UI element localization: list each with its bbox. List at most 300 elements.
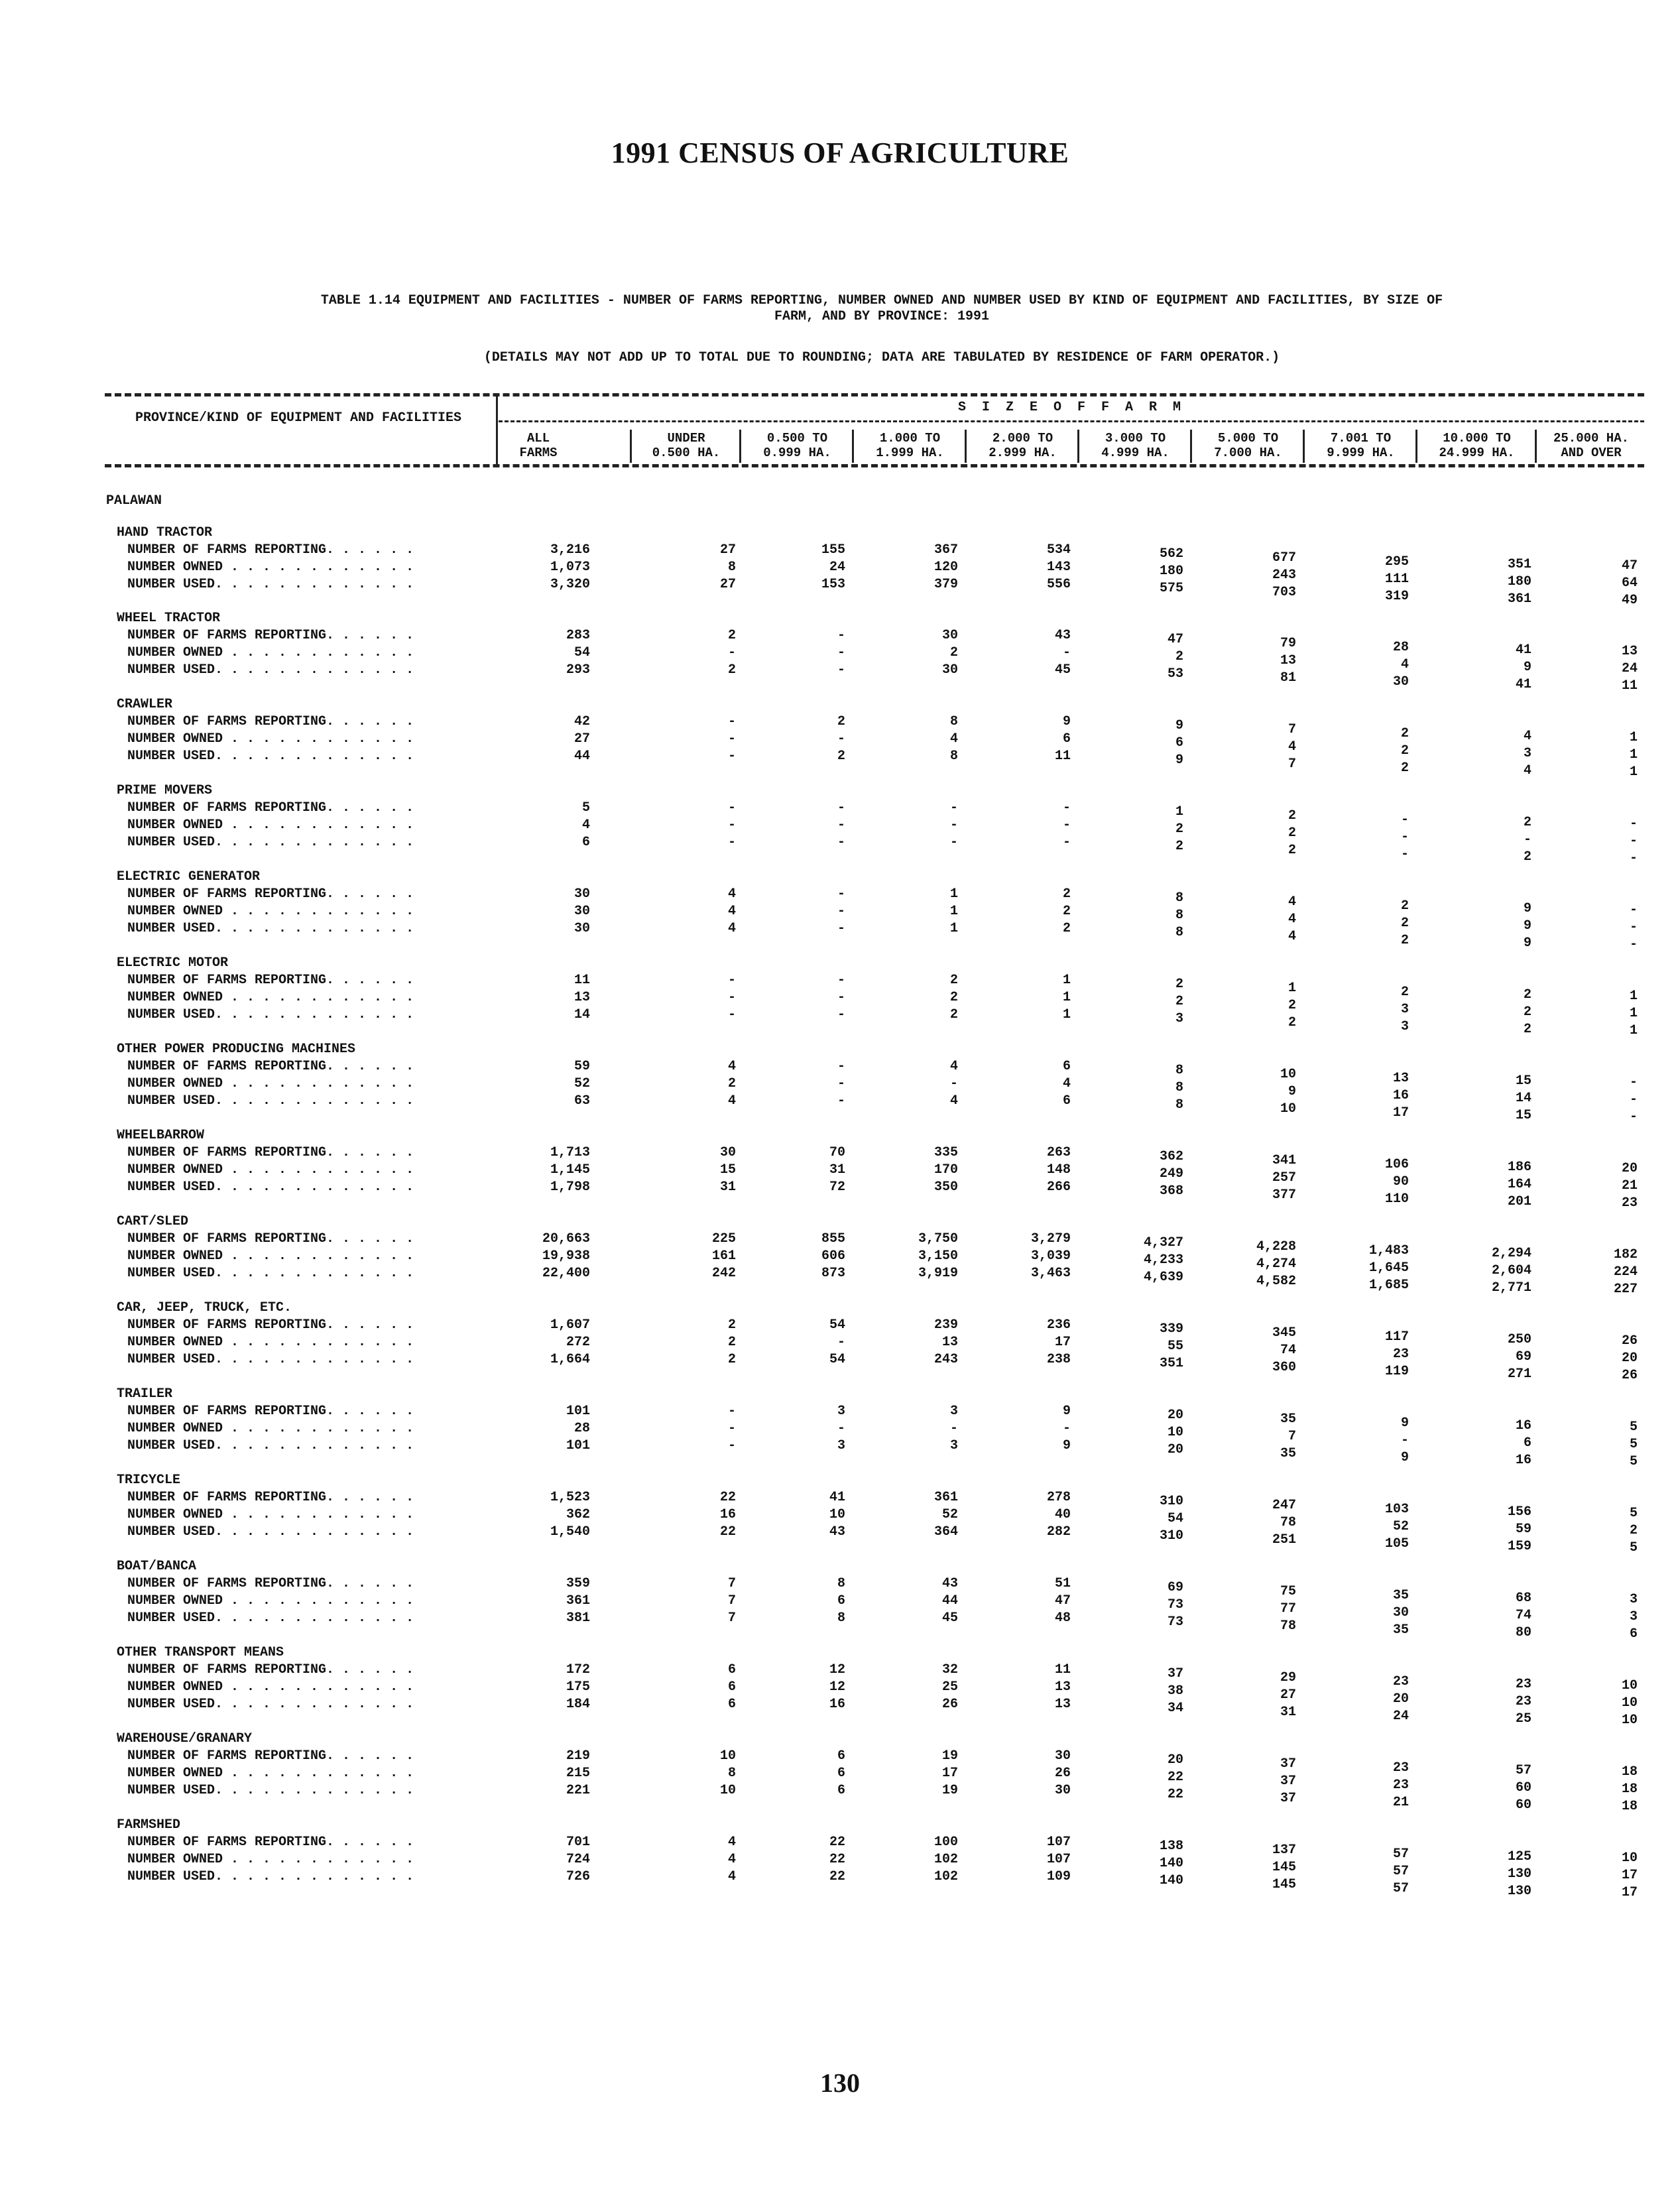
table-cell: 3: [1523, 746, 1531, 761]
table-cell: 219: [566, 1748, 590, 1764]
table-cell: 8: [949, 714, 958, 729]
row-label: NUMBER OF FARMS REPORTING. . . . . .: [127, 1662, 414, 1677]
table-cell: 140: [1159, 1873, 1183, 1888]
table-cell: 37: [1280, 1756, 1296, 1772]
table-cell: 3: [1175, 1011, 1183, 1026]
table-cell: 22,400: [542, 1266, 590, 1281]
table-cell: 11: [573, 973, 590, 988]
table-cell: 1: [1629, 747, 1638, 762]
table-cell: 102: [933, 1869, 958, 1884]
table-cell: 28: [573, 1421, 590, 1436]
table-cell: 57: [1392, 1847, 1409, 1862]
column-header-line: 7.000 HA.: [1214, 446, 1282, 460]
table-cell: 13: [1392, 1071, 1409, 1086]
category-label: CAR, JEEP, TRUCK, ETC.: [117, 1300, 292, 1315]
table-cell: 6: [581, 835, 590, 850]
table-cell: 8: [727, 560, 736, 575]
table-cell: 25: [1515, 1711, 1531, 1727]
table-cell: 310: [1159, 1494, 1183, 1509]
table-cell: 2: [1523, 1022, 1531, 1037]
table-cell: 1: [1062, 973, 1071, 988]
table-cell: 30: [1054, 1748, 1071, 1764]
table-cell: 677: [1272, 550, 1296, 566]
table-cell: 3,039: [1030, 1248, 1071, 1264]
table-cell: 20: [1392, 1691, 1409, 1707]
table-cell: 10: [1280, 1101, 1296, 1117]
table-cell: 368: [1159, 1184, 1183, 1199]
table-header-bottom-rule: [105, 464, 1644, 467]
table-cell: 21: [1392, 1795, 1409, 1810]
table-cell: 4,274: [1256, 1256, 1296, 1272]
table-cell: -: [837, 818, 845, 833]
column-header-line: 9.999 HA.: [1327, 446, 1395, 460]
table-cell: 2: [949, 1007, 958, 1022]
table-cell: 10: [1621, 1851, 1638, 1866]
table-cell: 2: [1062, 904, 1071, 919]
table-cell: 22: [829, 1869, 845, 1884]
row-label: NUMBER USED. . . . . . . . . . . . .: [127, 749, 414, 764]
table-cell: 4: [727, 921, 736, 936]
column-header-7: [1306, 431, 1415, 460]
table-cell: 23: [1515, 1694, 1531, 1709]
row-label: NUMBER OF FARMS REPORTING. . . . . .: [127, 542, 414, 558]
row-label: NUMBER OWNED . . . . . . . . . . . .: [127, 1248, 414, 1264]
table-cell: 148: [1046, 1162, 1071, 1178]
table-cell: 19,938: [542, 1248, 590, 1264]
table-cell: 2: [727, 628, 736, 643]
table-cell: 120: [933, 560, 958, 575]
table-cell: -: [727, 800, 736, 816]
table-cell: 2: [1523, 849, 1531, 865]
column-header-1: [633, 431, 739, 460]
table-cell: 6: [837, 1766, 845, 1781]
table-cell: 30: [941, 628, 958, 643]
table-cell: -: [1629, 833, 1638, 849]
table-cell: 724: [566, 1852, 590, 1867]
table-cell: 2,294: [1491, 1246, 1531, 1261]
table-cell: 27: [573, 731, 590, 747]
table-cell: 345: [1272, 1325, 1296, 1341]
category-label: WAREHOUSE/GRANARY: [117, 1731, 253, 1746]
table-cell: 367: [933, 542, 958, 558]
table-cell: -: [949, 818, 958, 833]
table-cell: 54: [573, 645, 590, 660]
table-cell: 1,664: [550, 1352, 590, 1367]
table-cell: -: [1062, 800, 1071, 816]
table-cell: 105: [1384, 1536, 1409, 1551]
table-cell: 1: [1288, 981, 1296, 996]
table-cell: 11: [1054, 1662, 1071, 1677]
table-cell: 4,327: [1143, 1235, 1183, 1250]
table-cell: 278: [1046, 1490, 1071, 1505]
row-label: NUMBER OF FARMS REPORTING. . . . . .: [127, 714, 414, 729]
table-cell: 1: [949, 921, 958, 936]
table-cell: 2: [1400, 916, 1409, 931]
table-cell: 2: [1629, 1523, 1638, 1538]
table-cell: 1,645: [1368, 1260, 1409, 1276]
table-cell: 726: [566, 1869, 590, 1884]
table-cell: 27: [1280, 1687, 1296, 1703]
column-divider: [1415, 430, 1417, 463]
column-header-line: 0.999 HA.: [763, 446, 831, 460]
table-cell: 48: [1054, 1611, 1071, 1626]
table-cell: 2: [1400, 933, 1409, 948]
table-cell: -: [1523, 832, 1531, 847]
table-cell: 8: [1175, 908, 1183, 923]
table-cell: -: [727, 749, 736, 764]
table-cell: 238: [1046, 1352, 1071, 1367]
table-cell: 119: [1384, 1364, 1409, 1379]
table-cell: -: [837, 921, 845, 936]
row-label: NUMBER OF FARMS REPORTING. . . . . .: [127, 973, 414, 988]
table-cell: 9: [1062, 714, 1071, 729]
row-label: NUMBER USED. . . . . . . . . . . . .: [127, 1697, 414, 1712]
table-cell: 14: [1515, 1091, 1531, 1106]
table-cell: 257: [1272, 1170, 1296, 1185]
table-cell: 1: [1629, 1023, 1638, 1038]
table-cell: 45: [1054, 662, 1071, 678]
table-cell: 49: [1621, 593, 1638, 608]
table-cell: 4,582: [1256, 1274, 1296, 1289]
column-divider: [1190, 430, 1192, 463]
column-header-line: 24.999 HA.: [1439, 446, 1515, 460]
table-cell: 2: [1175, 649, 1183, 664]
column-header-line: 7.001 TO: [1330, 431, 1392, 446]
table-cell: 15: [1515, 1108, 1531, 1123]
table-cell: 9: [1062, 1438, 1071, 1453]
table-cell: 16: [1515, 1418, 1531, 1433]
table-cell: 43: [1054, 628, 1071, 643]
table-cell: 2: [1175, 839, 1183, 854]
table-cell: 3: [1629, 1609, 1638, 1624]
table-cell: 47: [1167, 632, 1183, 647]
table-cell: 7: [727, 1611, 736, 1626]
row-label: NUMBER USED. . . . . . . . . . . . .: [127, 1611, 414, 1626]
table-cell: 3,919: [918, 1266, 958, 1281]
table-cell: 25: [941, 1679, 958, 1695]
table-cell: 3,463: [1030, 1266, 1071, 1281]
table-cell: 6: [1175, 735, 1183, 751]
table-cell: 8: [1175, 1097, 1183, 1113]
table-cell: 1: [949, 886, 958, 902]
table-cell: 23: [1392, 1347, 1409, 1362]
table-cell: 227: [1613, 1282, 1638, 1297]
column-header-line: 3.000 TO: [1105, 431, 1166, 446]
category-label: CART/SLED: [117, 1214, 189, 1229]
table-cell: 20,663: [542, 1231, 590, 1246]
column-divider: [739, 430, 741, 463]
table-cell: 35: [1392, 1622, 1409, 1638]
table-cell: 54: [829, 1317, 845, 1333]
table-cell: 2: [1175, 994, 1183, 1009]
table-cell: 350: [933, 1180, 958, 1195]
table-cell: 13: [1280, 653, 1296, 668]
table-cell: 361: [566, 1593, 590, 1609]
column-divider: [852, 430, 854, 463]
table-cell: -: [1062, 1421, 1071, 1436]
table-cell: 9: [1288, 1084, 1296, 1099]
table-cell: 855: [821, 1231, 845, 1246]
table-cell: 17: [1621, 1885, 1638, 1900]
table-cell: 201: [1507, 1194, 1531, 1209]
table-cell: -: [727, 1007, 736, 1022]
table-cell: 22: [1167, 1770, 1183, 1785]
table-top-rule: [105, 393, 1644, 396]
category-label: PRIME MOVERS: [117, 783, 213, 798]
category-label: CRAWLER: [117, 697, 173, 712]
table-cell: 78: [1280, 1515, 1296, 1530]
table-cell: 251: [1272, 1532, 1296, 1548]
table-cell: 80: [1515, 1625, 1531, 1640]
table-cell: 8: [1175, 890, 1183, 906]
row-label: NUMBER OF FARMS REPORTING. . . . . .: [127, 1059, 414, 1074]
table-cell: 6: [837, 1593, 845, 1609]
table-cell: 180: [1159, 564, 1183, 579]
column-header-line: 5.000 TO: [1217, 431, 1279, 446]
table-cell: 22: [719, 1490, 736, 1505]
row-label: NUMBER USED. . . . . . . . . . . . .: [127, 1783, 414, 1798]
table-cell: 13: [1621, 644, 1638, 659]
table-cell: 4: [727, 886, 736, 902]
row-label: NUMBER USED. . . . . . . . . . . . .: [127, 1438, 414, 1453]
table-cell: 102: [933, 1852, 958, 1867]
table-cell: 5: [1629, 1437, 1638, 1452]
table-cell: 30: [1392, 674, 1409, 690]
table-cell: 4: [1523, 729, 1531, 744]
table-cell: 2,771: [1491, 1280, 1531, 1296]
table-cell: 310: [1159, 1528, 1183, 1544]
table-cell: -: [727, 1421, 736, 1436]
table-cell: -: [1400, 829, 1409, 845]
table-cell: 101: [566, 1438, 590, 1453]
table-cell: -: [1629, 1109, 1638, 1124]
table-cell: 9: [1400, 1450, 1409, 1465]
table-cell: 16: [719, 1507, 736, 1522]
table-cell: 250: [1507, 1332, 1531, 1347]
table-cell: 2: [1288, 808, 1296, 823]
table-cell: 9: [1175, 753, 1183, 768]
table-cell: 1,523: [550, 1490, 590, 1505]
row-label: NUMBER USED. . . . . . . . . . . . .: [127, 577, 414, 592]
row-label: NUMBER OWNED . . . . . . . . . . . .: [127, 560, 414, 575]
table-cell: 23: [1621, 1195, 1638, 1211]
category-label: ELECTRIC MOTOR: [117, 955, 229, 971]
row-label: NUMBER USED. . . . . . . . . . . . .: [127, 1266, 414, 1281]
table-cell: 2: [837, 714, 845, 729]
table-cell: 2: [837, 749, 845, 764]
table-cell: -: [837, 1007, 845, 1022]
table-cell: 263: [1046, 1145, 1071, 1160]
table-cell: 362: [566, 1507, 590, 1522]
table-caption: TABLE 1.14 EQUIPMENT AND FACILITIES - NUMBER OF FARMS REPORTING, NUMBER OWNED AND NUMBER USED BY KIND OF EQUIPMENT AND FACILITIES, BY SIZE OF FARM, AND BY PROVINCE: 1991: [320, 293, 1443, 324]
column-header-5: [1081, 431, 1190, 460]
table-cell: 19: [941, 1748, 958, 1764]
table-cell: 17: [1392, 1105, 1409, 1121]
table-cell: 2: [1288, 825, 1296, 841]
table-cell: 5: [1629, 1420, 1638, 1435]
table-cell: 75: [1280, 1584, 1296, 1599]
column-header-9: [1538, 431, 1644, 460]
table-cell: 6: [837, 1783, 845, 1798]
table-cell: 4: [1288, 929, 1296, 944]
table-cell: 145: [1272, 1877, 1296, 1892]
table-cell: 10: [1621, 1713, 1638, 1728]
category-label: HAND TRACTOR: [117, 525, 213, 540]
table-cell: -: [837, 1335, 845, 1350]
table-cell: -: [837, 1059, 845, 1074]
table-cell: 143: [1046, 560, 1071, 575]
table-cell: 1,713: [550, 1145, 590, 1160]
table-cell: 249: [1159, 1166, 1183, 1182]
row-label: NUMBER OF FARMS REPORTING. . . . . .: [127, 1145, 414, 1160]
table-cell: 10: [1280, 1067, 1296, 1082]
table-cell: 107: [1046, 1835, 1071, 1850]
row-label: NUMBER OWNED . . . . . . . . . . . .: [127, 1421, 414, 1436]
row-label: NUMBER USED. . . . . . . . . . . . .: [127, 1093, 414, 1109]
table-cell: 24: [1392, 1709, 1409, 1724]
table-cell: 138: [1159, 1839, 1183, 1854]
row-label: NUMBER OWNED . . . . . . . . . . . .: [127, 1593, 414, 1609]
column-header-line: 1.999 HA.: [876, 446, 944, 460]
table-cell: 9: [1175, 718, 1183, 733]
table-cell: -: [837, 800, 845, 816]
row-label: NUMBER OWNED . . . . . . . . . . . .: [127, 1076, 414, 1091]
row-label: NUMBER OWNED . . . . . . . . . . . .: [127, 645, 414, 660]
table-cell: 703: [1272, 585, 1296, 600]
table-cell: 30: [573, 904, 590, 919]
table-cell: 14: [573, 1007, 590, 1022]
size-of-farm-header: S I Z E O F F A R M: [957, 400, 1185, 415]
table-cell: 9: [1062, 1404, 1071, 1419]
table-cell: 7: [1288, 757, 1296, 772]
row-label: NUMBER OF FARMS REPORTING. . . . . .: [127, 800, 414, 816]
table-cell: 3: [1400, 1002, 1409, 1017]
table-cell: 59: [1515, 1522, 1531, 1537]
row-label: NUMBER USED. . . . . . . . . . . . .: [127, 1180, 414, 1195]
table-cell: 239: [933, 1317, 958, 1333]
column-header-4: [968, 431, 1077, 460]
table-cell: 59: [573, 1059, 590, 1074]
table-cell: 7: [1288, 1429, 1296, 1444]
table-cell: -: [837, 886, 845, 902]
table-cell: 12: [829, 1662, 845, 1677]
table-cell: 19: [941, 1783, 958, 1798]
table-cell: 31: [1280, 1705, 1296, 1720]
table-cell: 18: [1621, 1782, 1638, 1797]
row-label: NUMBER USED. . . . . . . . . . . . .: [127, 1007, 414, 1022]
table-cell: -: [1629, 902, 1638, 918]
table-cell: -: [1629, 1092, 1638, 1107]
table-cell: 22: [829, 1852, 845, 1867]
table-cell: 23: [1392, 1778, 1409, 1793]
row-label: NUMBER USED. . . . . . . . . . . . .: [127, 1869, 414, 1884]
table-cell: -: [1062, 645, 1071, 660]
table-cell: 60: [1515, 1797, 1531, 1813]
table-cell: 9: [1523, 918, 1531, 934]
table-cell: 51: [1054, 1576, 1071, 1591]
table-cell: 155: [821, 542, 845, 558]
column-divider: [1077, 430, 1079, 463]
table-cell: 1,145: [550, 1162, 590, 1178]
table-cell: -: [837, 731, 845, 747]
column-header-line: 25.000 HA.: [1553, 431, 1630, 446]
table-cell: 22: [829, 1835, 845, 1850]
table-cell: 20: [1621, 1161, 1638, 1176]
category-label: WHEELBARROW: [117, 1128, 205, 1143]
table-cell: -: [1062, 835, 1071, 850]
table-cell: 295: [1384, 554, 1409, 570]
table-cell: 37: [1280, 1774, 1296, 1789]
table-cell: 26: [941, 1697, 958, 1712]
table-cell: 13: [941, 1335, 958, 1350]
table-cell: 319: [1384, 589, 1409, 604]
table-cell: 3: [1400, 1019, 1409, 1034]
category-label: TRICYCLE: [117, 1473, 181, 1488]
table-cell: -: [1629, 851, 1638, 866]
table-cell: 339: [1159, 1321, 1183, 1337]
table-cell: 43: [829, 1524, 845, 1540]
row-label: NUMBER OWNED . . . . . . . . . . . .: [127, 731, 414, 747]
table-cell: 4: [727, 1869, 736, 1884]
table-cell: 6: [1062, 1059, 1071, 1074]
column-header-8: [1419, 431, 1535, 460]
table-cell: 351: [1159, 1356, 1183, 1371]
table-cell: 172: [566, 1662, 590, 1677]
row-label: NUMBER OF FARMS REPORTING. . . . . .: [127, 1490, 414, 1505]
table-cell: 4: [949, 1059, 958, 1074]
table-cell: 20: [1167, 1442, 1183, 1457]
table-cell: 37: [1280, 1791, 1296, 1806]
column-header-6: [1193, 431, 1303, 460]
table-cell: 1,483: [1368, 1243, 1409, 1258]
table-cell: 145: [1272, 1860, 1296, 1875]
table-cell: 4: [581, 818, 590, 833]
table-cell: 170: [933, 1162, 958, 1178]
table-cell: 2: [1400, 898, 1409, 914]
table-cell: 35: [1280, 1446, 1296, 1461]
stub-divider: [496, 396, 498, 464]
table-cell: 30: [1054, 1783, 1071, 1798]
table-cell: 562: [1159, 546, 1183, 562]
table-cell: 106: [1384, 1157, 1409, 1172]
table-cell: 2: [1175, 977, 1183, 992]
table-cell: 3,279: [1030, 1231, 1071, 1246]
table-cell: 9: [1400, 1416, 1409, 1431]
table-cell: 159: [1507, 1539, 1531, 1554]
table-cell: 130: [1507, 1884, 1531, 1899]
table-cell: 30: [941, 662, 958, 678]
column-divider: [1303, 430, 1305, 463]
row-label: NUMBER OF FARMS REPORTING. . . . . .: [127, 1748, 414, 1764]
table-cell: 2: [1288, 1015, 1296, 1030]
table-cell: 70: [829, 1145, 845, 1160]
table-cell: -: [1629, 816, 1638, 831]
category-label: OTHER TRANSPORT MEANS: [117, 1645, 284, 1660]
table-cell: 1: [1062, 990, 1071, 1005]
table-cell: 57: [1392, 1864, 1409, 1879]
column-header-3: [855, 431, 965, 460]
table-cell: 2: [1175, 821, 1183, 837]
row-label: NUMBER OF FARMS REPORTING. . . . . .: [127, 1404, 414, 1419]
table-cell: -: [837, 645, 845, 660]
row-label: NUMBER OF FARMS REPORTING. . . . . .: [127, 1576, 414, 1591]
table-cell: -: [837, 1076, 845, 1091]
table-cell: 30: [719, 1145, 736, 1160]
table-cell: 69: [1167, 1580, 1183, 1595]
table-cell: 3: [949, 1404, 958, 1419]
table-cell: 2: [949, 990, 958, 1005]
table-cell: -: [1400, 1433, 1409, 1448]
